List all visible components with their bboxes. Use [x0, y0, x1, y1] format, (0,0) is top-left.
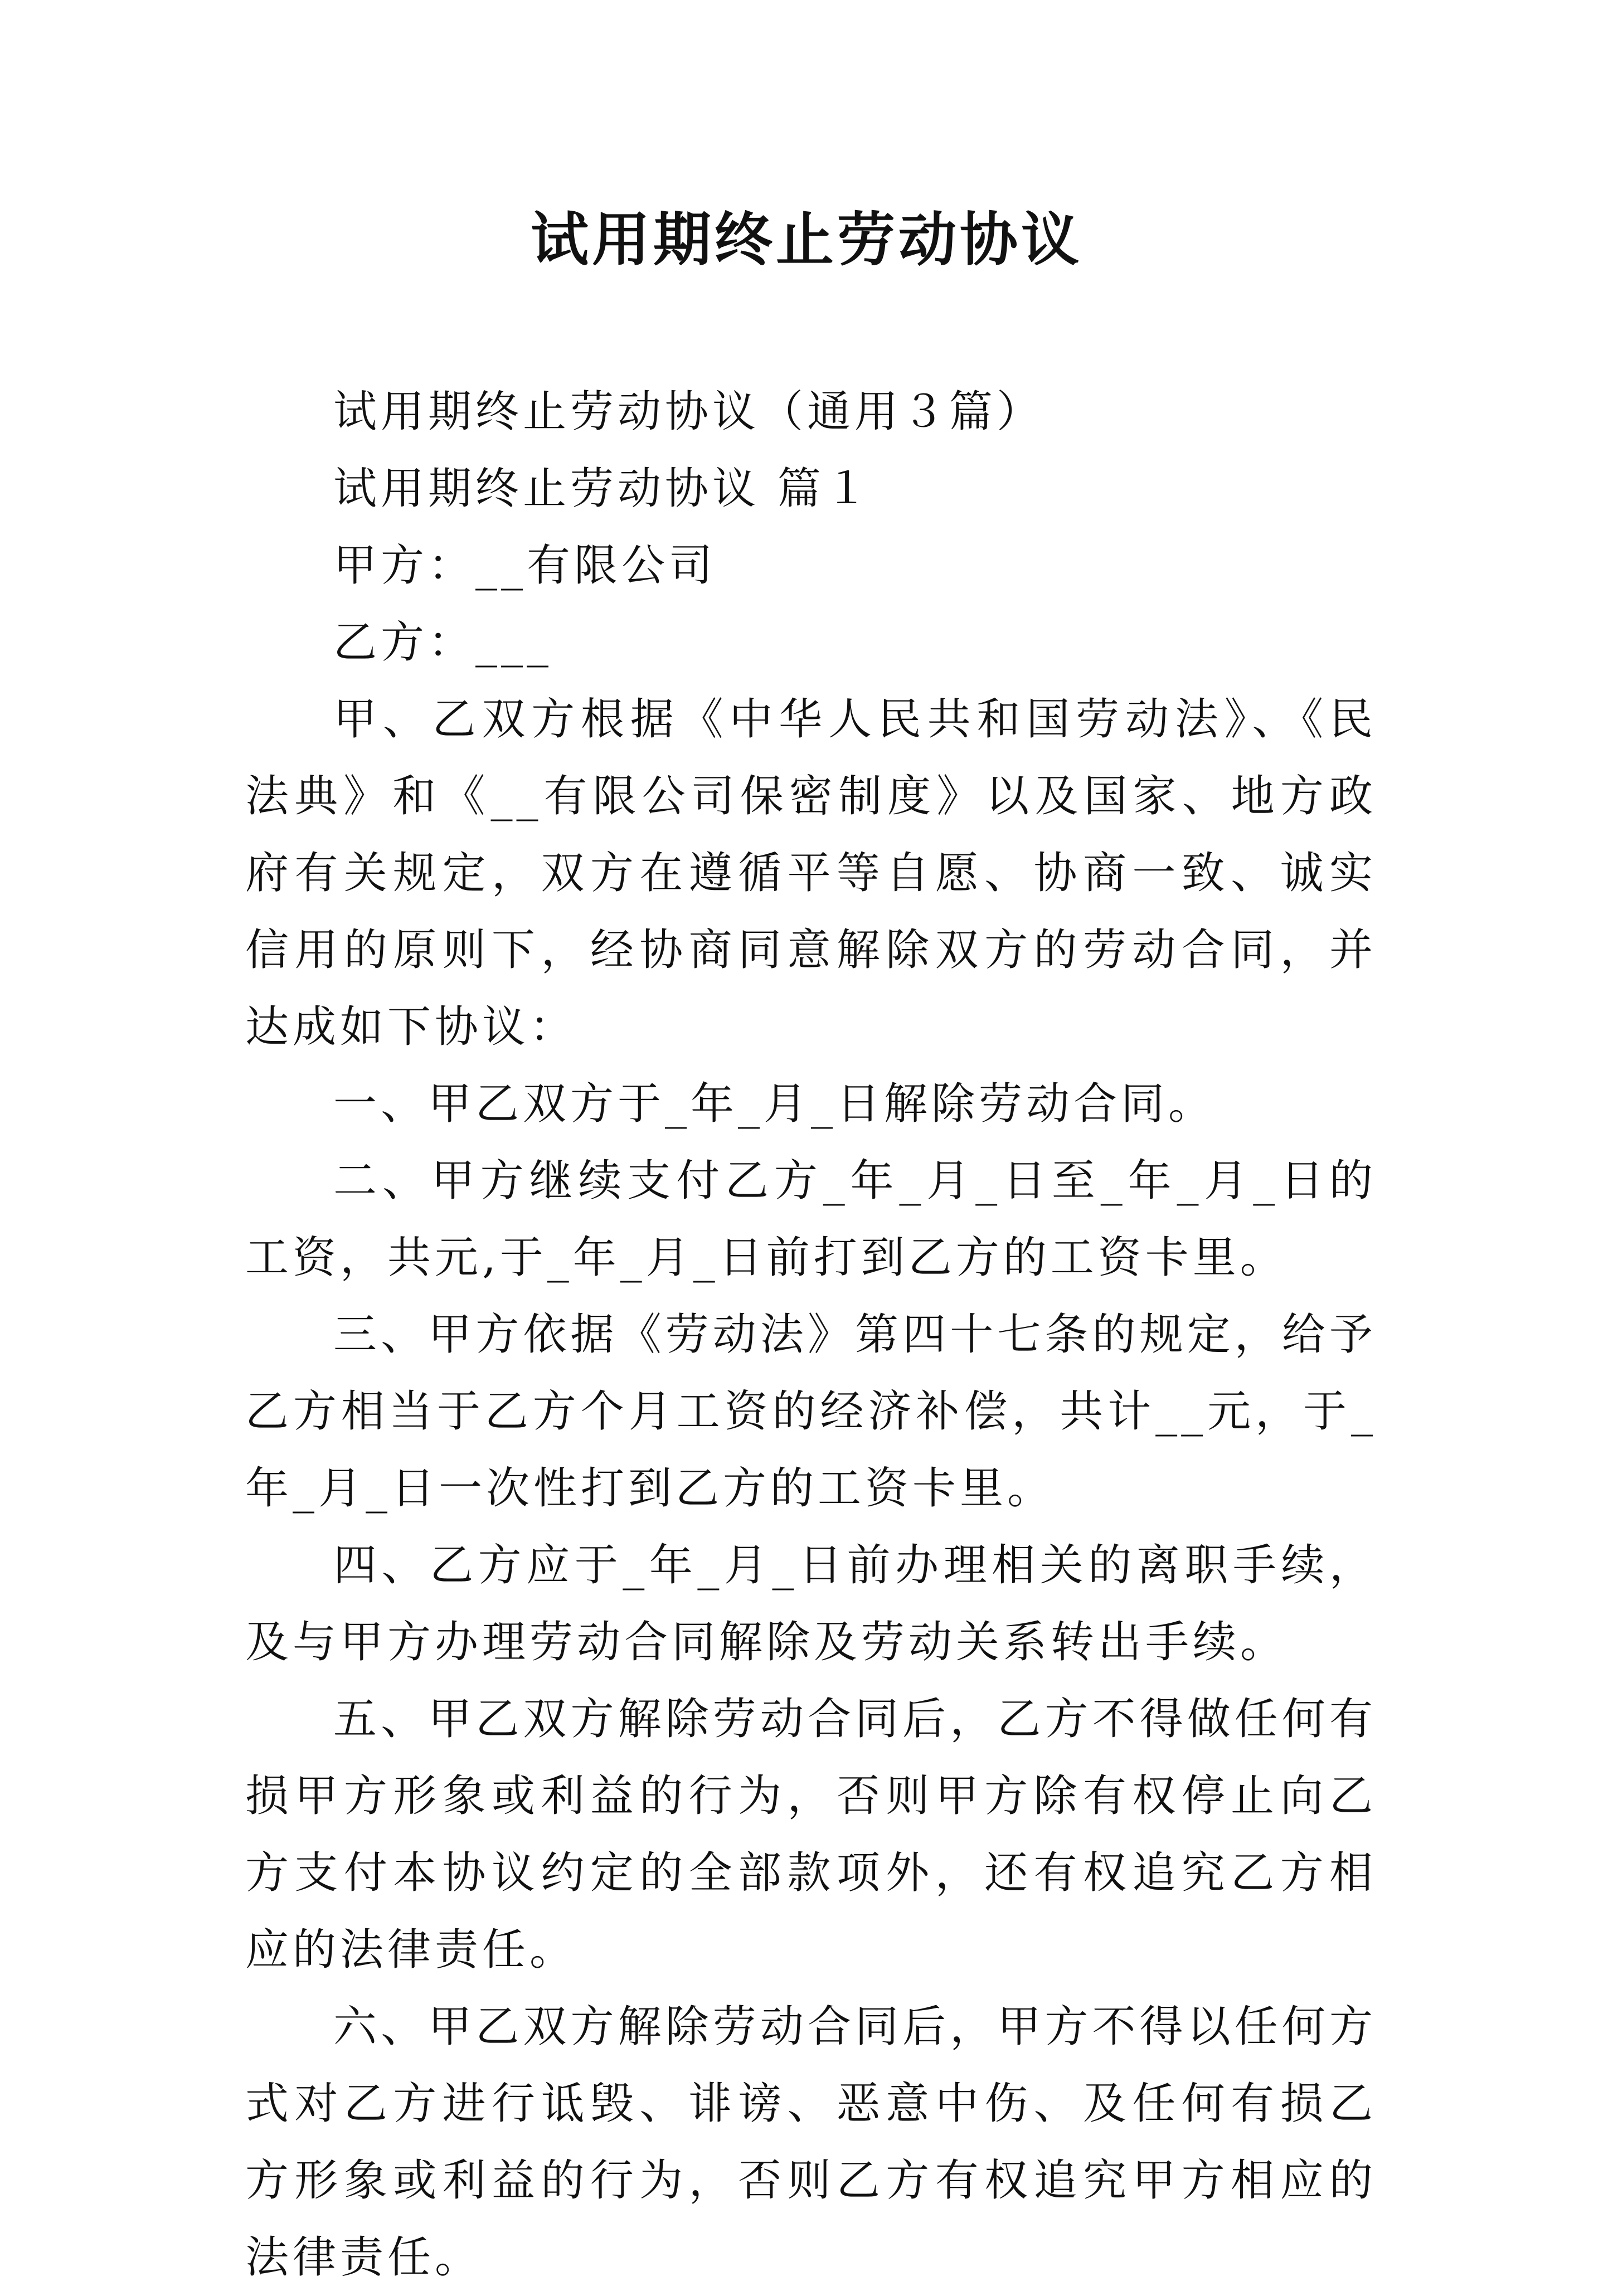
- section-heading: 试用期终止劳动协议 篇１: [333, 464, 872, 514]
- clause-3-paragraph: 三、甲方依据《劳动法》第四十七条的规定，给予乙方相当于乙方个月工资的经济补偿，共计__元，于_年_月_日一次性打到乙方的工资卡里。: [245, 1310, 1377, 1514]
- document-title: 试用期终止劳动协议: [530, 205, 1082, 274]
- clause-1-paragraph: 一、甲乙双方于_年_月_日解除劳动合同。: [333, 1079, 1216, 1129]
- clause-2-paragraph: 二、甲方继续支付乙方_年_月_日至_年_月_日的工资，共元,于_年_月_日前打到乙方的工资卡里。: [245, 1156, 1377, 1283]
- document-body: [245, 373, 1377, 2296]
- party-b-line: 乙方：___: [333, 617, 553, 668]
- clause-4-paragraph: 四、乙方应于_年_月_日前办理相关的离职手续，及与甲方办理劳动合同解除及劳动关系转出手续。: [245, 1540, 1377, 1667]
- preamble-paragraph: 甲、乙双方根据《中华人民共和国劳动法》、《民法典》和《__有限公司保密制度》以及国家、地方政府有关规定，双方在遵循平等自愿、协商一致、诚实信用的原则下，经协商同意解除双方的劳动合同，并达成如下协议：: [245, 694, 1377, 1052]
- clause-6-paragraph: 六、甲乙双方解除劳动合同后，甲方不得以任何方式对乙方进行诋毁、诽谤、恶意中伤、及任何有损乙方形象或利益的行为，否则乙方有权追究甲方相应的法律责任。: [245, 2002, 1377, 2283]
- party-a-line: 甲方：__有限公司: [333, 541, 717, 591]
- document-subtitle: 试用期终止劳动协议（通用３篇）: [333, 387, 1044, 437]
- clause-5-paragraph: 五、甲乙双方解除劳动合同后，乙方不得做任何有损甲方形象或利益的行为，否则甲方除有权停止向乙方支付本协议约定的全部款项外，还有权追究乙方相应的法律责任。: [245, 1694, 1377, 1975]
